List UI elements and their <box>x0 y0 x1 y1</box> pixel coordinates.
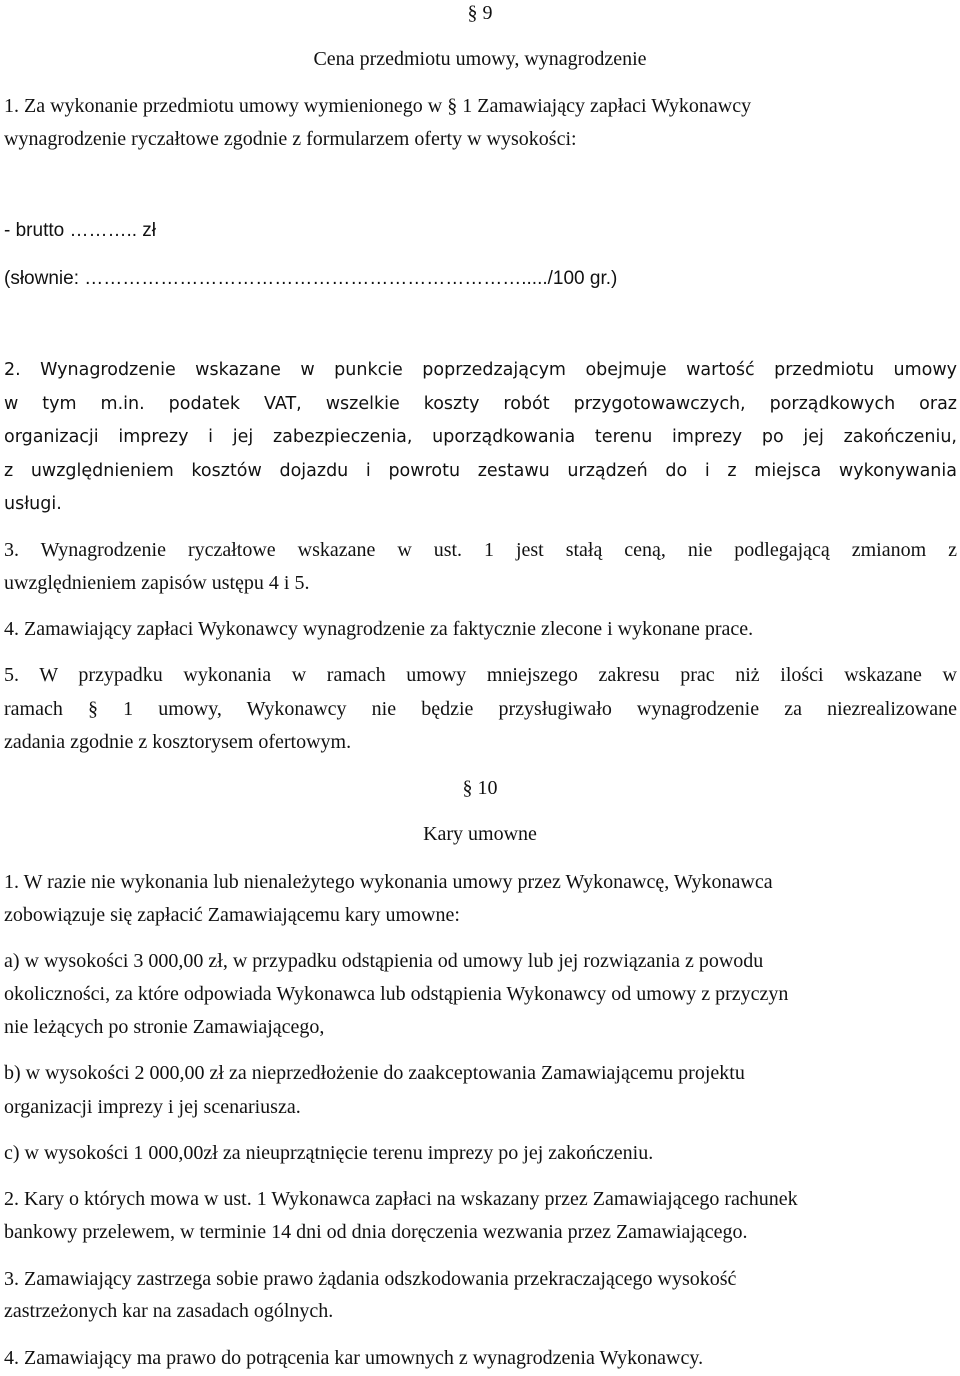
paragraph-9-2-line-1: 2. Wynagrodzenie wskazane w punkcie poprzedzającym obejmuje wartość przedmiotu umowy <box>4 360 957 380</box>
paragraph-9-2-line-4: z uwzględnieniem kosztów dojazdu i powrotu zestawu urządzeń do i z miejsca wykonywania <box>4 461 957 481</box>
paragraph-9-4: 4. Zamawiający zapłaci Wykonawcy wynagrodzenie za faktycznie zlecone i wykonane prace. <box>4 618 754 640</box>
item-a-line-3: nie leżących po stronie Zamawiającego, <box>4 1016 325 1038</box>
item-c: c) w wysokości 1 000,00zł za nieuprzątnięcie terenu imprezy po jej zakończeniu. <box>4 1142 654 1164</box>
amount-in-words-field: (słownie: ……………………………………………………………...../100 gr.) <box>4 268 618 289</box>
paragraph-9-1-line-1: 1. Za wykonanie przedmiotu umowy wymienionego w § 1 Zamawiający zapłaci Wykonawcy <box>4 95 752 117</box>
paragraph-9-2-line-5: usługi. <box>4 494 62 514</box>
paragraph-10-2-line-2: bankowy przelewem, w terminie 14 dni od dnia doręczenia wezwania przez Zamawiającego. <box>4 1221 748 1243</box>
item-a-line-2: okoliczności, za które odpowiada Wykonawca lub odstąpienia Wykonawcy od umowy z przyczyn <box>4 983 789 1005</box>
section-10-heading: Kary umowne <box>423 823 537 845</box>
paragraph-9-2-line-2: w tym m.in. podatek VAT, wszelkie koszty robót przygotowawczych, porządkowych oraz <box>4 394 957 414</box>
paragraph-10-1-line-2: zobowiązuje się zapłacić Zamawiającemu kary umowne: <box>4 904 460 926</box>
paragraph-9-3-line-1: 3. Wynagrodzenie ryczałtowe wskazane w ust. 1 jest stałą ceną, nie podlegającą zmianom z <box>4 539 957 561</box>
paragraph-10-2-line-1: 2. Kary o których mowa w ust. 1 Wykonawca zapłaci na wskazany przez Zamawiającego rachunek <box>4 1188 798 1210</box>
section-9-mark: § 9 <box>467 2 493 24</box>
paragraph-9-5-line-2: ramach § 1 umowy, Wykonawcy nie będzie przysługiwało wynagrodzenie za niezrealizowane <box>4 698 957 720</box>
paragraph-10-1-line-1: 1. W razie nie wykonania lub nienależytego wykonania umowy przez Wykonawcę, Wykonawca <box>4 871 773 893</box>
paragraph-9-1-line-2: wynagrodzenie ryczałtowe zgodnie z formularzem oferty w wysokości: <box>4 128 577 150</box>
paragraph-9-5-line-3: zadania zgodnie z kosztorysem ofertowym. <box>4 731 352 753</box>
item-b-line-1: b) w wysokości 2 000,00 zł za nieprzedłożenie do zaakceptowania Zamawiającemu projektu <box>4 1062 745 1084</box>
paragraph-9-5-line-1: 5. W przypadku wykonania w ramach umowy mniejszego zakresu prac niż ilości wskazane w <box>4 664 957 686</box>
section-9-heading: Cena przedmiotu umowy, wynagrodzenie <box>313 48 647 70</box>
paragraph-10-3-line-1: 3. Zamawiający zastrzega sobie prawo żądania odszkodowania przekraczającego wysokość <box>4 1268 737 1290</box>
paragraph-9-2-line-3: organizacji imprezy i jej zabezpieczenia, uporządkowania terenu imprezy po jej zakończeniu, <box>4 427 957 447</box>
paragraph-9-3-line-2: uwzględnieniem zapisów ustępu 4 i 5. <box>4 572 310 594</box>
paragraph-10-3-line-2: zastrzeżonych kar na zasadach ogólnych. <box>4 1300 334 1322</box>
section-10-mark: § 10 <box>462 777 498 799</box>
item-a-line-1: a) w wysokości 3 000,00 zł, w przypadku odstąpienia od umowy lub jej rozwiązania z powodu <box>4 950 764 972</box>
paragraph-10-4: 4. Zamawiający ma prawo do potrącenia kar umownych z wynagrodzenia Wykonawcy. <box>4 1347 704 1369</box>
brutto-amount-field: - brutto ……….. zł <box>4 220 157 241</box>
item-b-line-2: organizacji imprezy i jej scenariusza. <box>4 1096 301 1118</box>
